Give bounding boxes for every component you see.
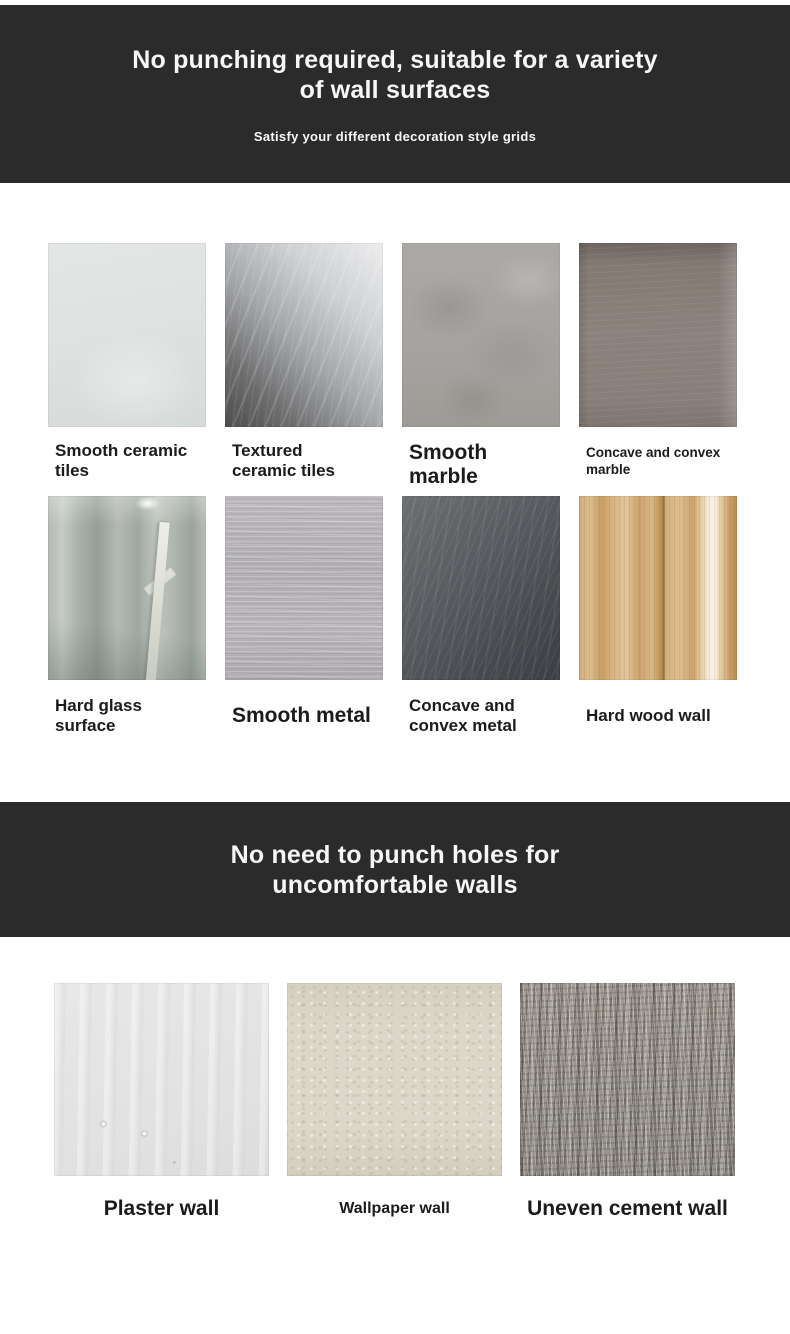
plaster-wall-label	[54, 1196, 269, 1222]
uneven-cement-wall-label	[520, 1196, 735, 1222]
label-line: Uneven cement wall	[527, 1197, 728, 1220]
middle-banner-title-line-2: uncomfortable walls	[272, 870, 518, 899]
item-concave-convex-metal	[402, 496, 560, 736]
top-banner-title-line-1: No punching required, suitable for a variety	[132, 45, 658, 74]
item-hard-wood-wall	[579, 496, 737, 736]
label-line: Smooth metal	[232, 704, 371, 727]
product-detail-image	[0, 5, 790, 1334]
label-line: convex metal	[409, 716, 517, 735]
wallpaper-wall-image	[287, 983, 502, 1176]
item-textured-ceramic-tiles	[225, 243, 383, 489]
item-smooth-ceramic-tiles	[48, 243, 206, 489]
label-line: Hard wood wall	[586, 706, 711, 725]
label-line: Smooth marble	[409, 441, 488, 488]
uneven-cement-wall-image	[520, 983, 735, 1176]
label-line: Hard glass surface	[55, 696, 142, 735]
wall-surfaces-row-2	[0, 496, 790, 736]
concave-convex-marble-image	[579, 243, 737, 427]
item-plaster-wall	[54, 983, 269, 1222]
hard-wood-wall-label	[579, 696, 737, 736]
textured-ceramic-tiles-image	[225, 243, 383, 427]
hard-glass-surface-label	[48, 696, 206, 736]
concave-convex-metal-image	[402, 496, 560, 680]
concave-convex-metal-label	[402, 696, 560, 736]
smooth-metal-label	[225, 696, 383, 736]
middle-banner-title	[231, 840, 560, 900]
textured-ceramic-tiles-label	[225, 441, 383, 481]
smooth-ceramic-tiles-image	[48, 243, 206, 427]
top-banner-title-line-2: of wall surfaces	[299, 75, 491, 104]
item-hard-glass-surface	[48, 496, 206, 736]
smooth-marble-label	[402, 441, 560, 489]
wall-surfaces-row-1	[0, 243, 790, 489]
item-concave-convex-marble	[579, 243, 737, 489]
label-line: ceramic tiles	[232, 461, 336, 480]
label-line: Wallpaper wall	[339, 1200, 450, 1217]
difficult-walls-row	[0, 983, 790, 1222]
item-smooth-metal	[225, 496, 383, 736]
middle-banner-title-line-1: No need to punch holes for	[230, 840, 560, 869]
label-line: Smooth ceramic	[55, 441, 188, 460]
wallpaper-wall-label	[287, 1196, 502, 1222]
item-wallpaper-wall	[287, 983, 502, 1222]
smooth-marble-image	[402, 243, 560, 427]
hard-glass-surface-image	[48, 496, 206, 680]
label-line: Textured	[232, 441, 303, 460]
hard-wood-wall-image	[579, 496, 737, 680]
top-banner-subtitle: Satisfy your different decoration style grids	[253, 128, 537, 144]
smooth-metal-image	[225, 496, 383, 680]
smooth-ceramic-tiles-label	[48, 441, 206, 481]
label-line: Plaster wall	[103, 1197, 220, 1220]
top-banner-title	[132, 45, 658, 105]
label-line: Concave and	[409, 696, 515, 715]
middle-banner	[0, 802, 790, 937]
item-uneven-cement-wall	[520, 983, 735, 1222]
plaster-wall-image	[54, 983, 269, 1176]
label-line: marble	[586, 462, 631, 477]
concave-convex-marble-label	[579, 441, 737, 481]
top-banner	[0, 5, 790, 183]
label-line: Concave and convex	[586, 445, 721, 460]
item-smooth-marble	[402, 243, 560, 489]
label-line: tiles	[55, 461, 90, 480]
